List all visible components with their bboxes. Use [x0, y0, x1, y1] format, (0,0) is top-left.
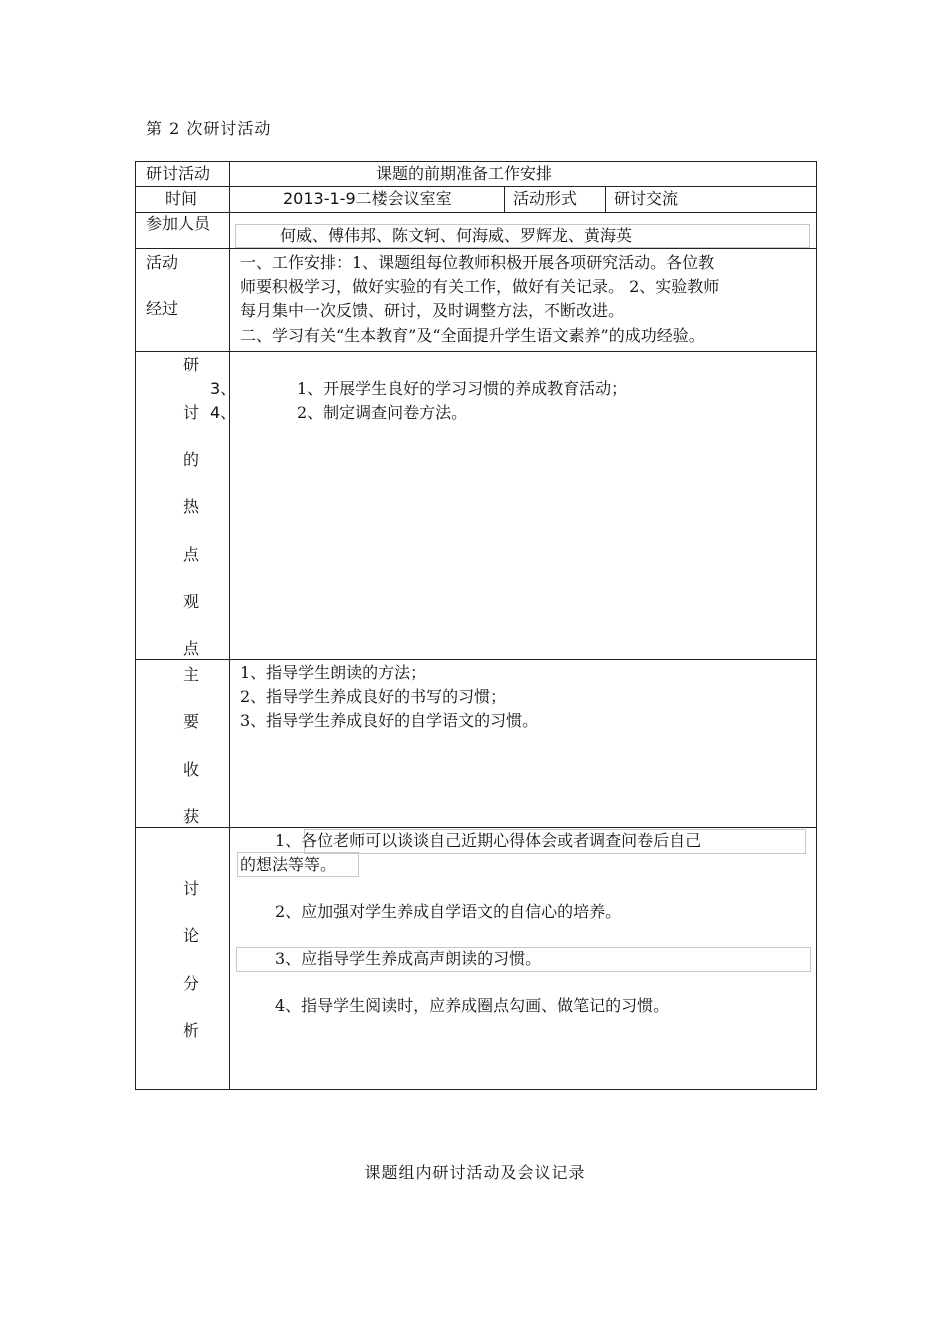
gains-label-char: 主 [182, 665, 199, 684]
row-divider [135, 186, 817, 187]
process-line-3: 每月集中一次反馈、研讨，及时调整方法，不断改进。 [240, 301, 625, 320]
hotspots-label-char: 观 [182, 592, 199, 611]
participants-label: 参加人员 [146, 214, 211, 233]
hotspots-label-char: 点 [182, 545, 199, 564]
topic-label: 研讨活动 [146, 164, 211, 183]
process-line-1: 一、工作安排：1、课题组每位教师积极开展各项研究活动。各位教 [240, 253, 715, 272]
row-divider [135, 248, 817, 249]
row-divider [135, 659, 817, 660]
gain-item-2: 2、指导学生养成良好的书写的习惯； [240, 687, 507, 706]
row-divider [135, 212, 817, 213]
process-line-4: 二、学习有关“生本教育”及“全面提升学生语文素养”的成功经验。 [240, 326, 705, 345]
hotspot-item-2: 2、制定调查问卷方法。 [297, 403, 468, 422]
hotspot-item-1: 1、开展学生良好的学习习惯的养成教育活动； [297, 379, 628, 398]
hotspots-label-char: 研 [182, 355, 199, 374]
time-value: 2013-1-9二楼会议室室 [283, 189, 452, 208]
time-row-divider [605, 186, 606, 212]
gains-label-char: 获 [182, 807, 199, 826]
process-label-1: 活动 [146, 253, 179, 272]
stray-number-3: 3、 [210, 379, 237, 398]
hotspots-label-char: 讨 [182, 403, 199, 422]
hotspots-label-char: 点 [182, 639, 199, 658]
time-label: 时间 [165, 189, 198, 208]
table-border-bottom [135, 1089, 817, 1090]
page-heading: 第 2 次研讨活动 [146, 119, 272, 138]
label-column-divider [229, 161, 230, 1090]
analysis-label-char: 论 [182, 926, 199, 945]
time-row-divider [504, 186, 505, 212]
process-label-2: 经过 [146, 299, 179, 318]
analysis-label-char: 讨 [182, 879, 199, 898]
analysis-item-3: 3、应指导学生养成高声朗读的习惯。 [275, 949, 542, 968]
hotspots-label-char: 的 [182, 450, 199, 469]
form-label: 活动形式 [513, 189, 578, 208]
page-footer: 课题组内研讨活动及会议记录 [364, 1163, 586, 1182]
analysis-item-4: 4、指导学生阅读时，应养成圈点勾画、做笔记的习惯。 [275, 996, 670, 1015]
row-divider [135, 827, 817, 828]
participants-value: 何威、傅伟邦、陈文轲、何海威、罗辉龙、黄海英 [280, 226, 633, 245]
stray-number-4: 4、 [210, 403, 237, 422]
row-divider [135, 351, 817, 352]
table-border-right [816, 161, 817, 1090]
table-border-left [135, 161, 136, 1090]
analysis-item-1b: 的想法等等。 [240, 855, 337, 874]
gains-label-char: 要 [182, 712, 199, 731]
analysis-label-char: 析 [182, 1021, 199, 1040]
gain-item-1: 1、指导学生朗读的方法； [240, 663, 427, 682]
analysis-item-1a: 1、各位老师可以谈谈自己近期心得体会或者调查问卷后自己 [275, 831, 702, 850]
hotspots-label-char: 热 [182, 497, 199, 516]
topic-value: 课题的前期准备工作安排 [376, 164, 553, 183]
gains-label-char: 收 [182, 760, 199, 779]
process-line-2: 师要积极学习，做好实验的有关工作，做好有关记录。 2、实验教师 [240, 277, 720, 296]
gain-item-3: 3、指导学生养成良好的自学语文的习惯。 [240, 711, 539, 730]
analysis-item-2: 2、应加强对学生养成自学语文的自信心的培养。 [275, 902, 622, 921]
analysis-label-char: 分 [182, 974, 199, 993]
form-value: 研讨交流 [614, 189, 679, 208]
